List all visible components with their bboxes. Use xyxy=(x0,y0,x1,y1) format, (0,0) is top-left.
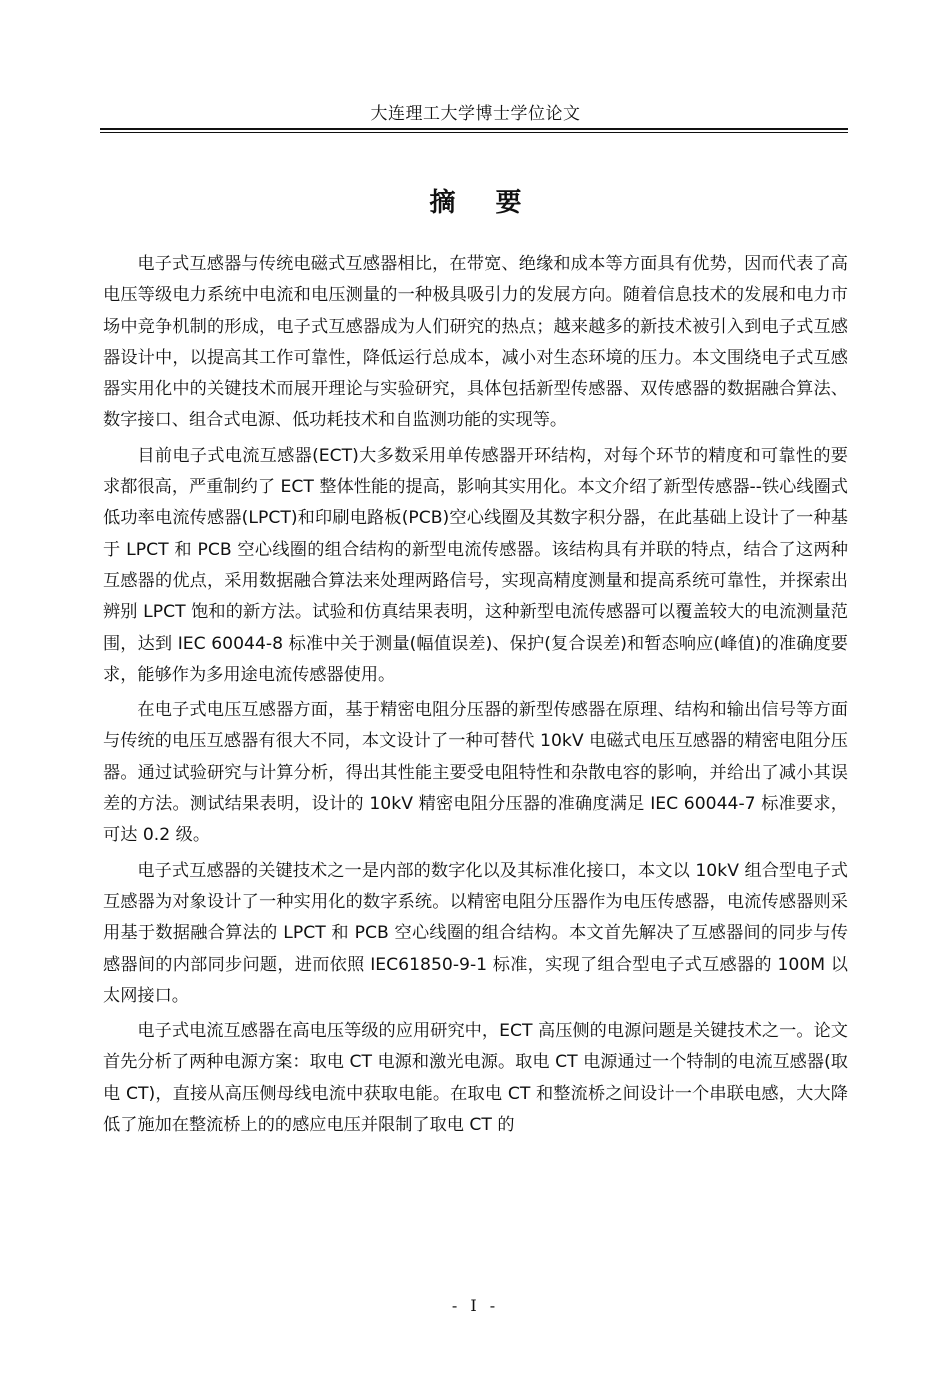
running-header: 大连理工大学博士学位论文 xyxy=(370,104,581,124)
paragraph-1: 电子式互感器与传统电磁式互感器相比，在带宽、绝缘和成本等方面具有优势，因而代表了高电压等级电力系统中电流和电压测量的一种极具吸引力的发展方向。随着信息技术的发展和电力市场中竞争机制的形成，电子式互感器成为人们研究的热点；越来越多的新技术被引入到电子式互感器设计中，以提高其工作可靠性，降低运行总成本，减小对生态环境的压力。本文围绕电子式互感器实用化中的关键技术而展开理论与实验研究，具体包括新型传感器、双传感器的数据融合算法、数字接口、组合式电源、低功耗技术和自监测功能的实现等。 xyxy=(103,254,848,431)
abstract-title: 摘要 xyxy=(429,188,562,218)
header-rule-thin xyxy=(100,132,848,133)
paragraph-5: 电子式电流互感器在高电压等级的应用研究中，ECT 高压侧的电源问题是关键技术之一。论文首先分析了两种电源方案：取电 CT 电源和激光电源。取电 CT 电源通过一个特制的电流互感器(取电 CT)，直接从高压侧母线电流中获取电能。在取电 CT 和整流桥之间设计一个串联电感，大大降低了施加在整流桥上的的感应电压并限制了取电 CT 的 xyxy=(103,1021,848,1136)
paragraph-3: 在电子式电压互感器方面，基于精密电阻分压器的新型传感器在原理、结构和输出信号等方面与传统的电压互感器有很大不同，本文设计了一种可替代 10kV 电磁式电压互感器的精密电阻分压器。通过试验研究与计算分析，得出其性能主要受电阻特性和杂散电容的影响，并给出了减小其误差的方法。测试结果表明，设计的 10kV 精密电阻分压器的准确度满足 IEC 60044-7 标准要求，可达 0.2 级。 xyxy=(103,700,848,846)
paragraph-4: 电子式互感器的关键技术之一是内部的数字化以及其标准化接口，本文以 10kV 组合型电子式互感器为对象设计了一种实用化的数字系统。以精密电阻分压器作为电压传感器，电流传感器则采用基于数据融合算法的 LPCT 和 PCB 空心线圈的组合结构。本文首先解决了互感器间的同步与传感器间的内部同步问题，进而依照 IEC61850-9-1 标准，实现了组合型电子式互感器的 100M 以太网接口。 xyxy=(103,860,848,1006)
abstract-body xyxy=(103,249,848,1143)
page-number: - I - xyxy=(451,1296,500,1315)
header-rule-thick xyxy=(100,128,848,130)
paragraph-2: 目前电子式电流互感器(ECT)大多数采用单传感器开环结构，对每个环节的精度和可靠性的要求都很高，严重制约了 ECT 整体性能的提高，影响其实用化。本文介绍了新型传感器--铁心线圈式低功率电流传感器(LPCT)和印刷电路板(PCB)空心线圈及其数字积分器，在此基础上设计了一种基于 LPCT 和 PCB 空心线圈的组合结构的新型电流传感器。该结构具有并联的特点，结合了这两种互感器的优点，采用数据融合算法来处理两路信号，实现高精度测量和提高系统可靠性，并探索出辨别 LPCT 饱和的新方法。试验和仿真结果表明，这种新型电流传感器可以覆盖较大的电流测量范围，达到 IEC 60044-8 标准中关于测量(幅值误差)、保护(复合误差)和暂态响应(峰值)的准确度要求，能够作为多用途电流传感器使用。 xyxy=(103,445,848,685)
